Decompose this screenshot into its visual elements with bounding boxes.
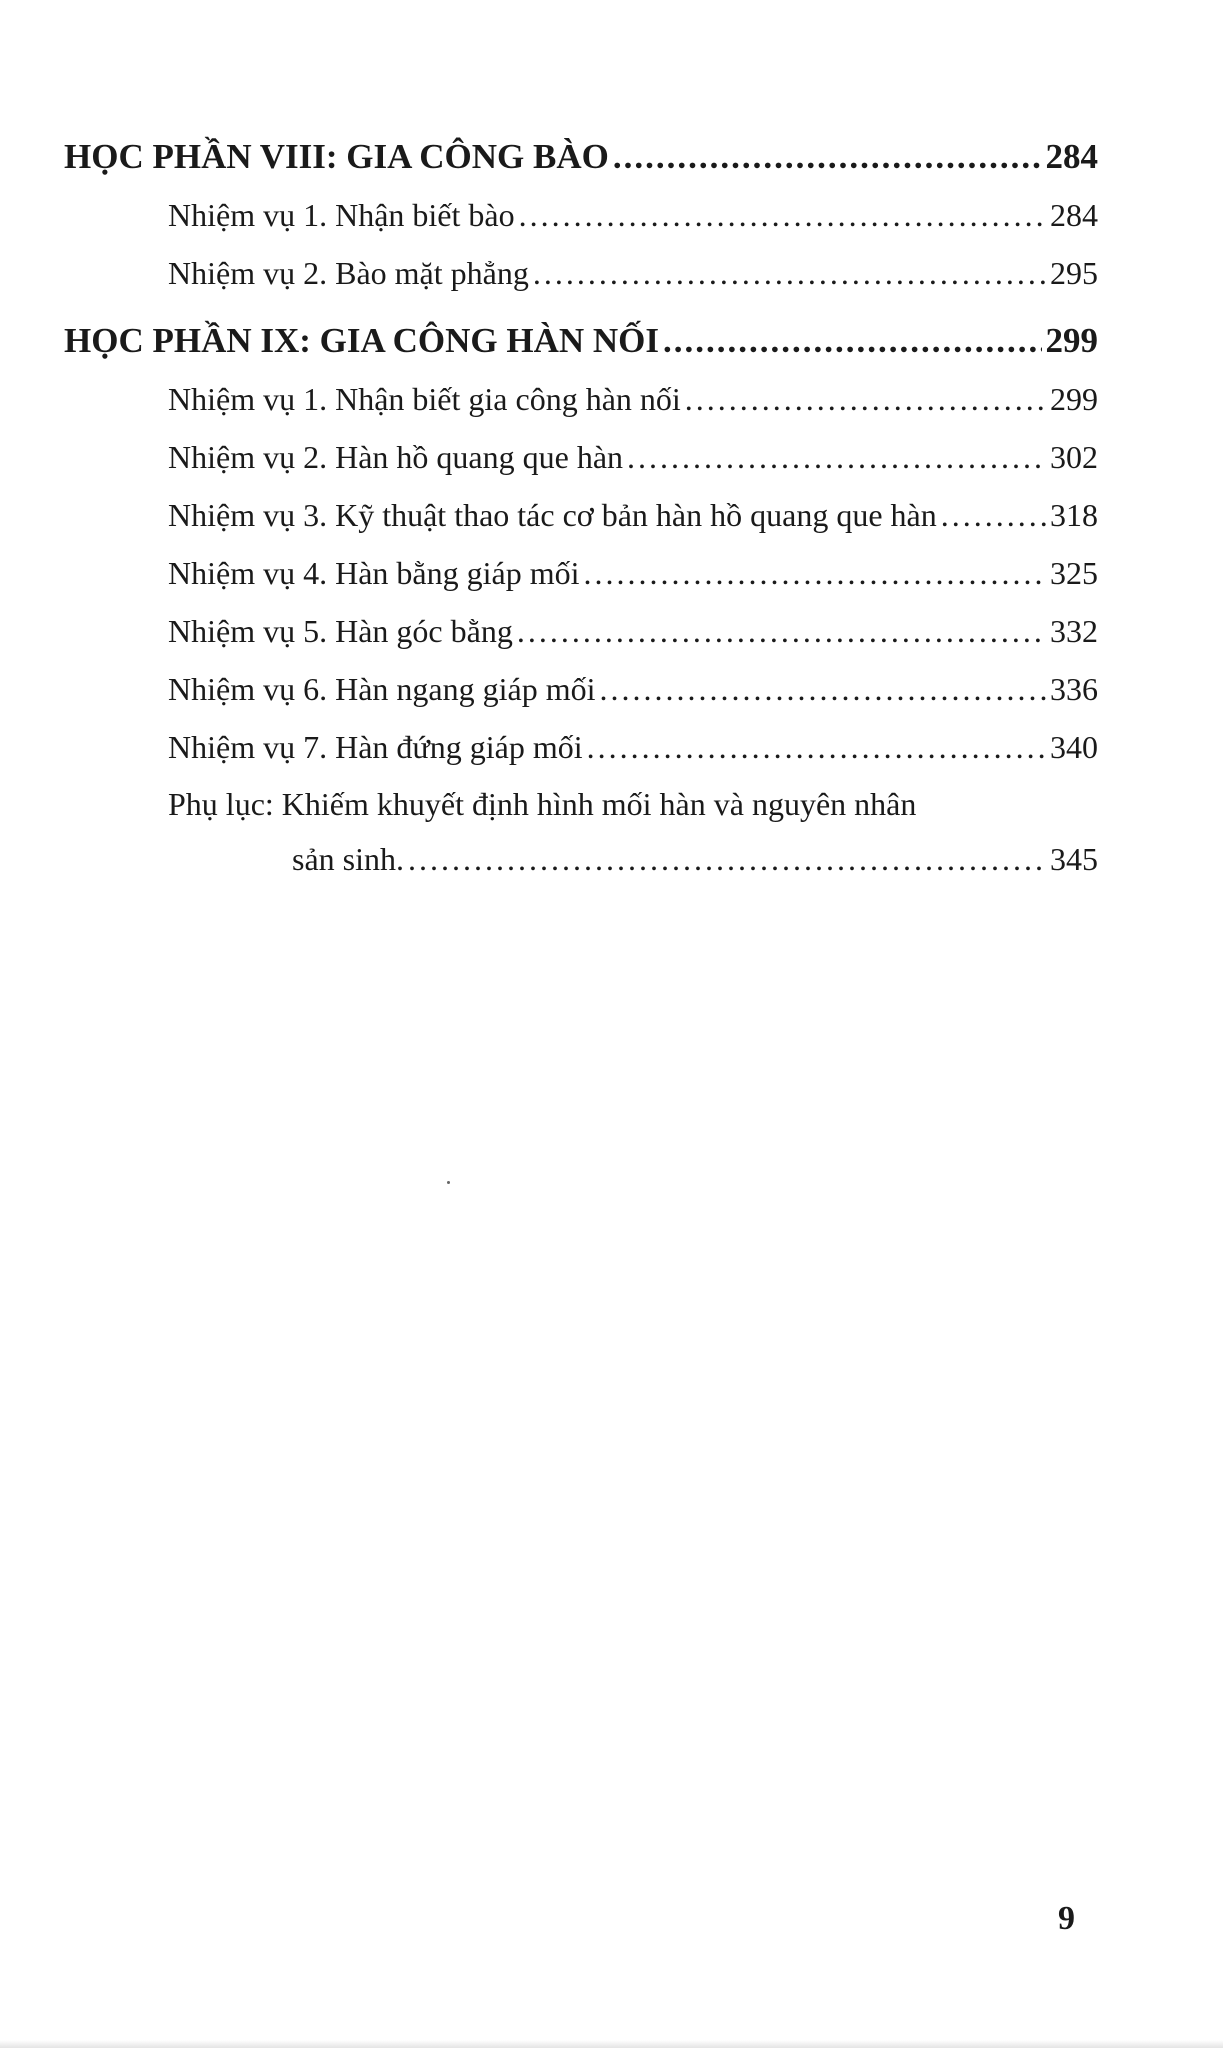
toc-item-row[interactable] — [64, 244, 1098, 302]
toc-heading-page: 299 — [1045, 321, 1098, 360]
toc-item-row[interactable] — [64, 660, 1098, 718]
toc-item-page: 332 — [1050, 613, 1098, 649]
toc-item-page: 340 — [1050, 729, 1098, 765]
dot-leader — [583, 544, 1046, 602]
dot-leader — [408, 832, 1046, 886]
toc-appendix-row[interactable] — [64, 832, 1098, 886]
dot-leader — [941, 486, 1046, 544]
toc-heading-row[interactable] — [64, 312, 1098, 370]
dot-leader — [599, 660, 1046, 718]
toc-item-page: 325 — [1050, 555, 1098, 591]
toc-item-row[interactable] — [64, 718, 1098, 776]
toc-item-row[interactable] — [64, 428, 1098, 486]
table-of-contents — [64, 128, 1098, 896]
toc-item-label: Nhiệm vụ 6. Hàn ngang giáp mối — [168, 671, 596, 707]
toc-item-label: Nhiệm vụ 3. Kỹ thuật thao tác cơ bản hàn hồ quang que hàn — [168, 497, 937, 533]
toc-item-page: 299 — [1050, 381, 1098, 417]
toc-item-label: Nhiệm vụ 2. Hàn hồ quang que hàn — [168, 439, 624, 475]
toc-item-page: 284 — [1050, 197, 1098, 233]
toc-appendix-line1[interactable]: Phụ lục: Khiếm khuyết định hình mối hàn và nguyên nhân — [168, 786, 917, 822]
toc-item-label: Nhiệm vụ 1. Nhận biết gia công hàn nối — [168, 381, 681, 417]
toc-item-page: 318 — [1050, 497, 1098, 533]
toc-appendix-page: 345 — [1050, 841, 1098, 877]
toc-item-row[interactable] — [64, 186, 1098, 244]
dot-leader — [517, 602, 1046, 660]
toc-item-row[interactable] — [64, 370, 1098, 428]
toc-heading-page: 284 — [1045, 137, 1098, 176]
dot-leader — [627, 428, 1046, 486]
toc-item-page: 302 — [1050, 439, 1098, 475]
dot-leader — [519, 186, 1046, 244]
toc-item-label: Nhiệm vụ 7. Hàn đứng giáp mối — [168, 729, 583, 765]
toc-item-page: 336 — [1050, 671, 1098, 707]
toc-item-label: Nhiệm vụ 5. Hàn góc bằng — [168, 613, 513, 649]
paper-speck — [447, 1181, 450, 1184]
toc-appendix-line2: sản sinh. — [292, 841, 404, 877]
toc-heading-title: HỌC PHẦN VIII: GIA CÔNG BÀO — [64, 137, 609, 176]
toc-item-row[interactable] — [64, 602, 1098, 660]
dot-leader — [663, 312, 1041, 370]
toc-item-row[interactable] — [64, 486, 1098, 544]
toc-section-viii — [64, 128, 1098, 302]
toc-section-ix — [64, 312, 1098, 886]
toc-item-row[interactable] — [64, 544, 1098, 602]
toc-item-label: Nhiệm vụ 4. Hàn bằng giáp mối — [168, 555, 580, 591]
toc-item-label: Nhiệm vụ 2. Bào mặt phẳng — [168, 255, 529, 291]
page-edge — [0, 2040, 1223, 2048]
dot-leader — [613, 128, 1042, 186]
toc-item-label: Nhiệm vụ 1. Nhận biết bào — [168, 197, 515, 233]
toc-item-page: 295 — [1050, 255, 1098, 291]
page-number: 9 — [1058, 1900, 1075, 1937]
toc-heading-row[interactable] — [64, 128, 1098, 186]
dot-leader — [685, 370, 1046, 428]
dot-leader — [533, 244, 1046, 302]
toc-heading-title: HỌC PHẦN IX: GIA CÔNG HÀN NỐI — [64, 321, 660, 360]
dot-leader — [587, 718, 1046, 776]
